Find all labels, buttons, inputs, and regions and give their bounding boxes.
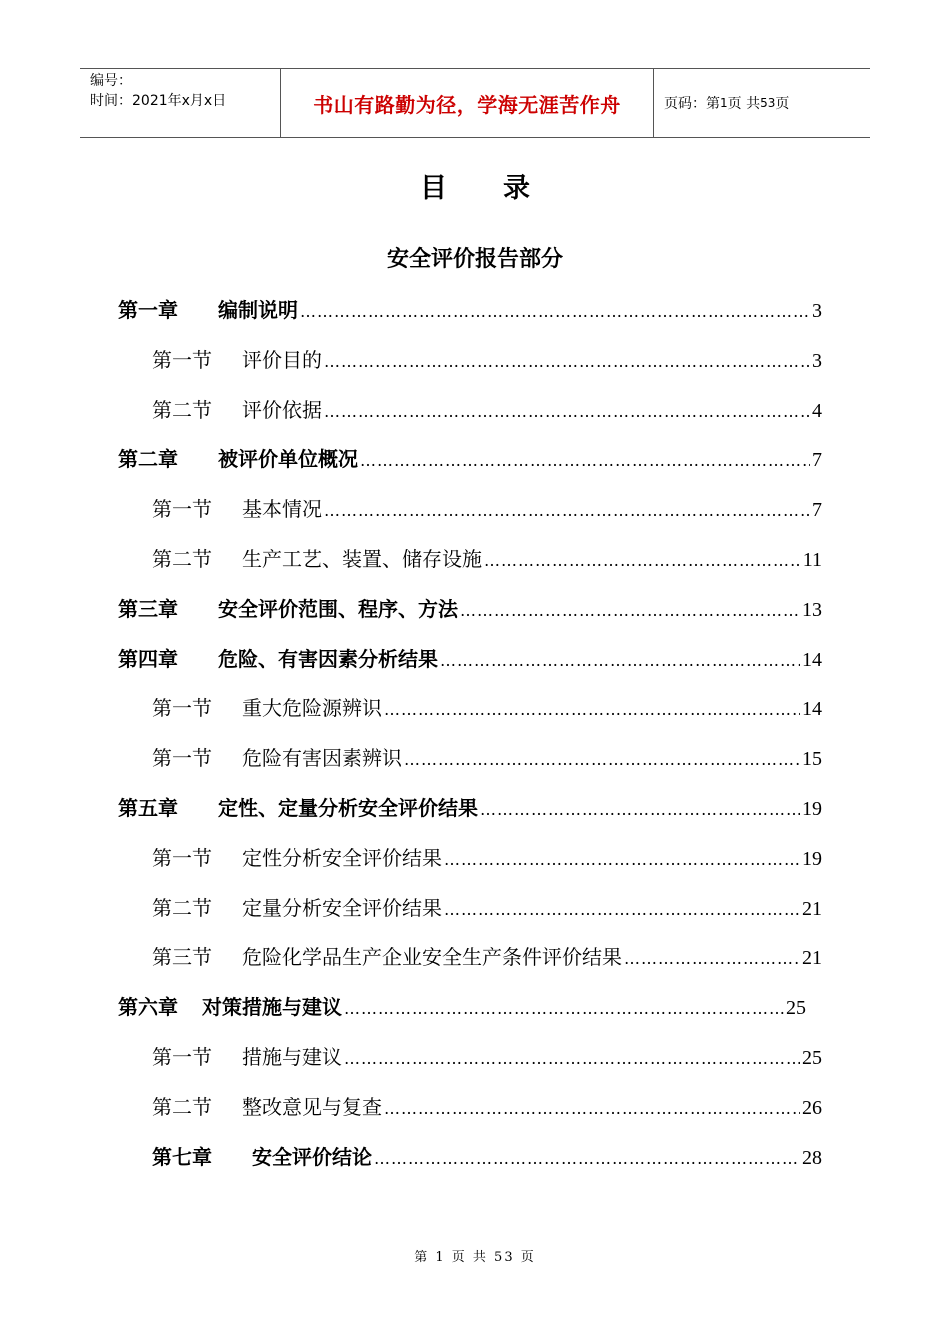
toc-entry-page: 19 <box>802 798 822 820</box>
number-label: 编号： <box>90 73 132 89</box>
toc-entry-number: 第一节 <box>152 347 212 372</box>
toc-leader-dots <box>324 402 810 421</box>
toc-entry-label: 危险、有害因素分析结果 <box>218 646 438 671</box>
toc-entry[interactable] <box>118 792 822 822</box>
toc-entry-label: 对策措施与建议 <box>202 995 342 1020</box>
toc-entry-number: 第一节 <box>152 746 212 771</box>
toc-leader-dots <box>324 501 810 520</box>
page-header <box>80 68 870 138</box>
page-title: 目录 <box>420 173 586 204</box>
toc-entry-page: 14 <box>802 698 822 721</box>
toc-leader-dots <box>344 1049 800 1068</box>
page-suffix: 页 <box>775 96 790 112</box>
page-current: 1 <box>720 96 728 110</box>
toc-entry-number: 第一节 <box>152 1045 212 1069</box>
toc-entry-label: 整改意见与复查 <box>242 1094 382 1119</box>
toc-entry-number: 第二节 <box>152 397 212 422</box>
toc-leader-dots <box>374 1149 800 1168</box>
toc-entry-label: 定性、定量分析安全评价结果 <box>218 796 478 820</box>
toc-entry[interactable] <box>118 443 822 473</box>
toc-entry[interactable] <box>152 493 822 523</box>
toc-leader-dots <box>484 551 801 570</box>
toc-entry-page: 25 <box>786 997 806 1020</box>
toc-leader-dots <box>300 302 810 321</box>
toc-entry-number: 第四章 <box>118 646 178 671</box>
toc-leader-dots <box>360 451 810 470</box>
header-page-info <box>654 69 870 137</box>
toc-entry-label: 危险有害因素辨识 <box>242 746 402 771</box>
toc-entry[interactable] <box>118 643 822 673</box>
time-label: 时间：2021年x月x日 <box>90 93 227 109</box>
toc-entry[interactable] <box>152 692 822 722</box>
toc-entry-number: 第二节 <box>152 547 212 571</box>
toc-entry-number: 第三节 <box>152 945 212 970</box>
page-mid: 页 共 <box>727 96 761 112</box>
toc-entry-page: 11 <box>802 549 822 571</box>
toc-entry-label: 评价目的 <box>242 347 322 372</box>
toc-entry-page: 25 <box>802 1047 822 1069</box>
header-info <box>80 69 281 137</box>
toc-leader-dots <box>324 352 810 371</box>
toc-entry[interactable] <box>152 394 822 424</box>
toc-entry-number: 第六章 <box>118 995 178 1020</box>
page-prefix: 页码：第 <box>664 96 720 112</box>
toc-entry[interactable] <box>152 1141 822 1171</box>
toc-entry-number: 第三章 <box>118 596 178 621</box>
toc-leader-dots <box>440 651 800 670</box>
toc-leader-dots <box>444 900 800 919</box>
toc-entry[interactable] <box>152 742 822 772</box>
toc-leader-dots <box>384 700 800 719</box>
toc-entry-number: 第七章 <box>152 1144 212 1169</box>
header-motto: 书山有路勤为径，学海无涯苦作舟 <box>281 69 654 137</box>
toc-entry-number: 第五章 <box>118 796 178 820</box>
toc-entry-number: 第二章 <box>118 447 178 472</box>
toc-entry-page: 15 <box>802 748 822 771</box>
toc-leader-dots <box>444 850 800 869</box>
toc-entry[interactable] <box>118 991 806 1021</box>
page-footer: 第 1 页 共 53 页 <box>414 1250 536 1265</box>
toc-entry-label: 安全评价范围、程序、方法 <box>218 596 458 621</box>
toc-entry-page: 19 <box>802 847 822 870</box>
toc-entry-label: 被评价单位概况 <box>218 447 358 472</box>
toc-leader-dots <box>460 601 800 620</box>
toc-entry-label: 安全评价结论 <box>252 1144 372 1169</box>
page-subtitle: 安全评价报告部分 <box>386 247 563 272</box>
toc-entry[interactable] <box>152 842 822 872</box>
toc-entry[interactable] <box>118 593 822 623</box>
toc-entry-page: 3 <box>812 300 822 322</box>
toc-entry-number: 第一节 <box>152 696 212 721</box>
toc-entry[interactable] <box>152 1041 822 1071</box>
toc-entry-page: 14 <box>802 648 822 671</box>
toc-entry-page: 21 <box>802 947 822 970</box>
toc-entry[interactable] <box>118 294 822 324</box>
toc-entry-page: 7 <box>812 499 822 522</box>
toc-leader-dots <box>344 999 784 1018</box>
toc-entry-number: 第一节 <box>152 845 212 870</box>
toc-entry-page: 21 <box>802 897 822 920</box>
page-total: 53 <box>760 96 776 110</box>
toc-entry[interactable] <box>152 1091 822 1121</box>
toc-entry-label: 措施与建议 <box>242 1045 342 1069</box>
toc-entry-label: 危险化学品生产企业安全生产条件评价结果 <box>242 945 622 970</box>
toc-entry-label: 评价依据 <box>242 397 322 422</box>
toc-entry-page: 26 <box>802 1096 822 1119</box>
toc-leader-dots <box>624 949 800 968</box>
toc-entry-number: 第二节 <box>152 895 212 920</box>
toc-entry-label: 定量分析安全评价结果 <box>242 895 442 920</box>
toc-entry-number: 第一节 <box>152 497 212 522</box>
toc-entry[interactable] <box>152 344 822 374</box>
toc-entry-label: 编制说明 <box>218 298 298 322</box>
toc-entry[interactable] <box>152 543 822 573</box>
toc-entry-label: 重大危险源辨识 <box>242 696 382 721</box>
toc-leader-dots <box>384 1099 800 1118</box>
toc-entry[interactable] <box>152 941 822 971</box>
toc-entry[interactable] <box>152 892 822 922</box>
toc-entry-label: 生产工艺、装置、储存设施 <box>242 547 482 571</box>
toc-entry-page: 13 <box>802 598 822 621</box>
toc-entry-page: 28 <box>802 1146 822 1169</box>
toc-entry-page: 3 <box>812 349 822 372</box>
toc-leader-dots <box>480 800 800 819</box>
toc-entry-label: 定性分析安全评价结果 <box>242 845 442 870</box>
toc-entry-label: 基本情况 <box>242 497 322 522</box>
toc-entry-page: 7 <box>812 449 822 472</box>
toc-leader-dots <box>404 750 800 769</box>
toc-entry-page: 4 <box>812 399 822 422</box>
toc-entry-number: 第二节 <box>152 1094 212 1119</box>
toc-entry-number: 第一章 <box>118 298 178 322</box>
